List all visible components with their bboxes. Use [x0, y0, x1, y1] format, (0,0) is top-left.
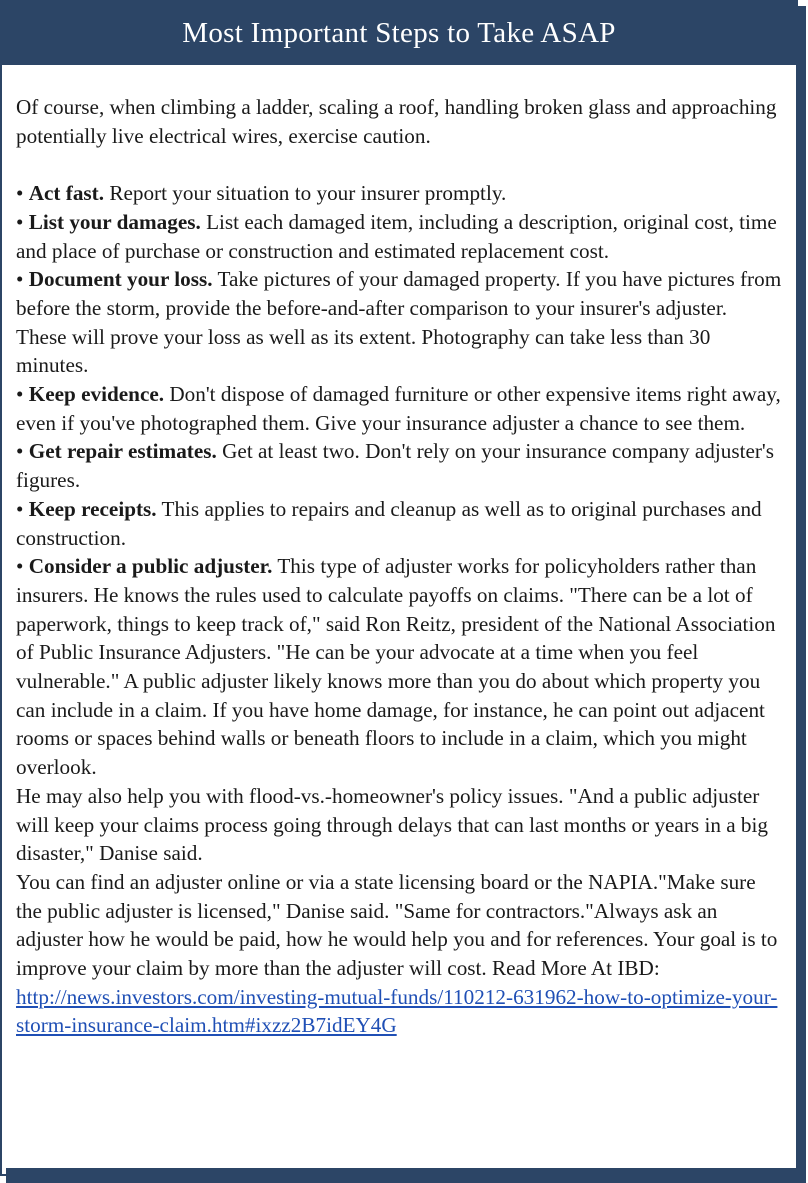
step-text: List each damaged item, including a description, original cost, time and place of purchase or construction and estimated replacement cost.	[16, 209, 777, 263]
step-keep-evidence	[16, 380, 782, 437]
step-lead: Get repair estimates.	[28, 439, 217, 464]
bullet-icon: •	[16, 267, 24, 292]
step-text: Take pictures of your damaged property. If you have pictures from before the storm, provide the before-and-after comparison to your insurer's adjuster. These will prove your loss as well as its extent. Photography can take less than 30 minutes.	[16, 267, 782, 378]
step-text: Report your situation to your insurer promptly.	[104, 181, 507, 206]
bullet-icon: •	[16, 554, 24, 579]
bullet-icon: •	[16, 439, 24, 464]
step-repair-estimates	[16, 437, 782, 494]
step-text: Don't dispose of damaged furniture or other expensive items right away, even if you've photographed them. Give your insurance adjuster a chance to see them.	[16, 382, 781, 435]
bullet-icon: •	[16, 209, 24, 234]
read-more-link[interactable]: http://news.investors.com/investing-mutual-funds/110212-631962-how-to-optimize-your-storm-insurance-claim.htm#ixzz2B7idEY4G	[16, 984, 778, 1038]
step-lead: Consider a public adjuster.	[28, 554, 273, 579]
frame-shadow-right	[798, 6, 806, 1182]
step-lead: Document your loss.	[28, 267, 213, 292]
step-lead: Keep receipts.	[28, 496, 157, 521]
find-adjuster-text: You can find an adjuster online or via a state licensing board or the NAPIA."Make sure the public adjuster is licensed," Danise said. "Same for contractors."Always ask an adjuster how he would be paid, how he would help you and for references. Your goal is to improve your claim by more than the adjuster will cost.	[16, 869, 778, 981]
find-adjuster-paragraph	[16, 868, 782, 1040]
bullet-icon: •	[16, 382, 24, 407]
step-public-adjuster	[16, 552, 782, 782]
article-body	[2, 65, 796, 1040]
step-text: This type of adjuster works for policyholders rather than insurers. He knows the rules used to calculate payoffs on claims. "There can be a lot of paperwork, things to keep track of," said Ron Reitz, president of the National Association of Public Insurance Adjusters. "He can be your advocate at a time when you feel vulnerable." A public adjuster likely knows more than you do about which property you can include in a claim. If you have home damage, for instance, he can point out adjacent rooms or spaces behind walls or beneath floors to include in a claim, which you might overlook.	[16, 554, 776, 780]
box-header	[2, 2, 796, 65]
step-document-loss	[16, 265, 782, 380]
step-lead: Act fast.	[28, 181, 105, 206]
intro-paragraph: Of course, when climbing a ladder, scaling a roof, handling broken glass and approaching potentially live electrical wires, exercise caution.	[16, 95, 777, 148]
step-list-damages	[16, 208, 782, 265]
step-keep-receipts	[16, 495, 782, 552]
step-lead: List your damages.	[28, 209, 201, 234]
step-text: This applies to repairs and cleanup as well as to original purchases and construction.	[16, 496, 762, 550]
bullet-icon: •	[16, 181, 24, 206]
step-act-fast	[16, 179, 782, 208]
bullet-icon: •	[16, 496, 24, 521]
frame-shadow-bottom	[6, 1168, 806, 1183]
step-lead: Keep evidence.	[28, 382, 165, 407]
step-text: Get at least two. Don't rely on your insurance company adjuster's figures.	[16, 439, 774, 493]
flood-paragraph: He may also help you with flood-vs.-homeowner's policy issues. "And a public adjuster will keep your claims process going through delays that can last months or years in a big disaster," Danise said.	[16, 783, 768, 866]
read-more-label: Read More At IBD:	[492, 956, 660, 981]
box-title: Most Important Steps to Take ASAP	[182, 17, 616, 49]
